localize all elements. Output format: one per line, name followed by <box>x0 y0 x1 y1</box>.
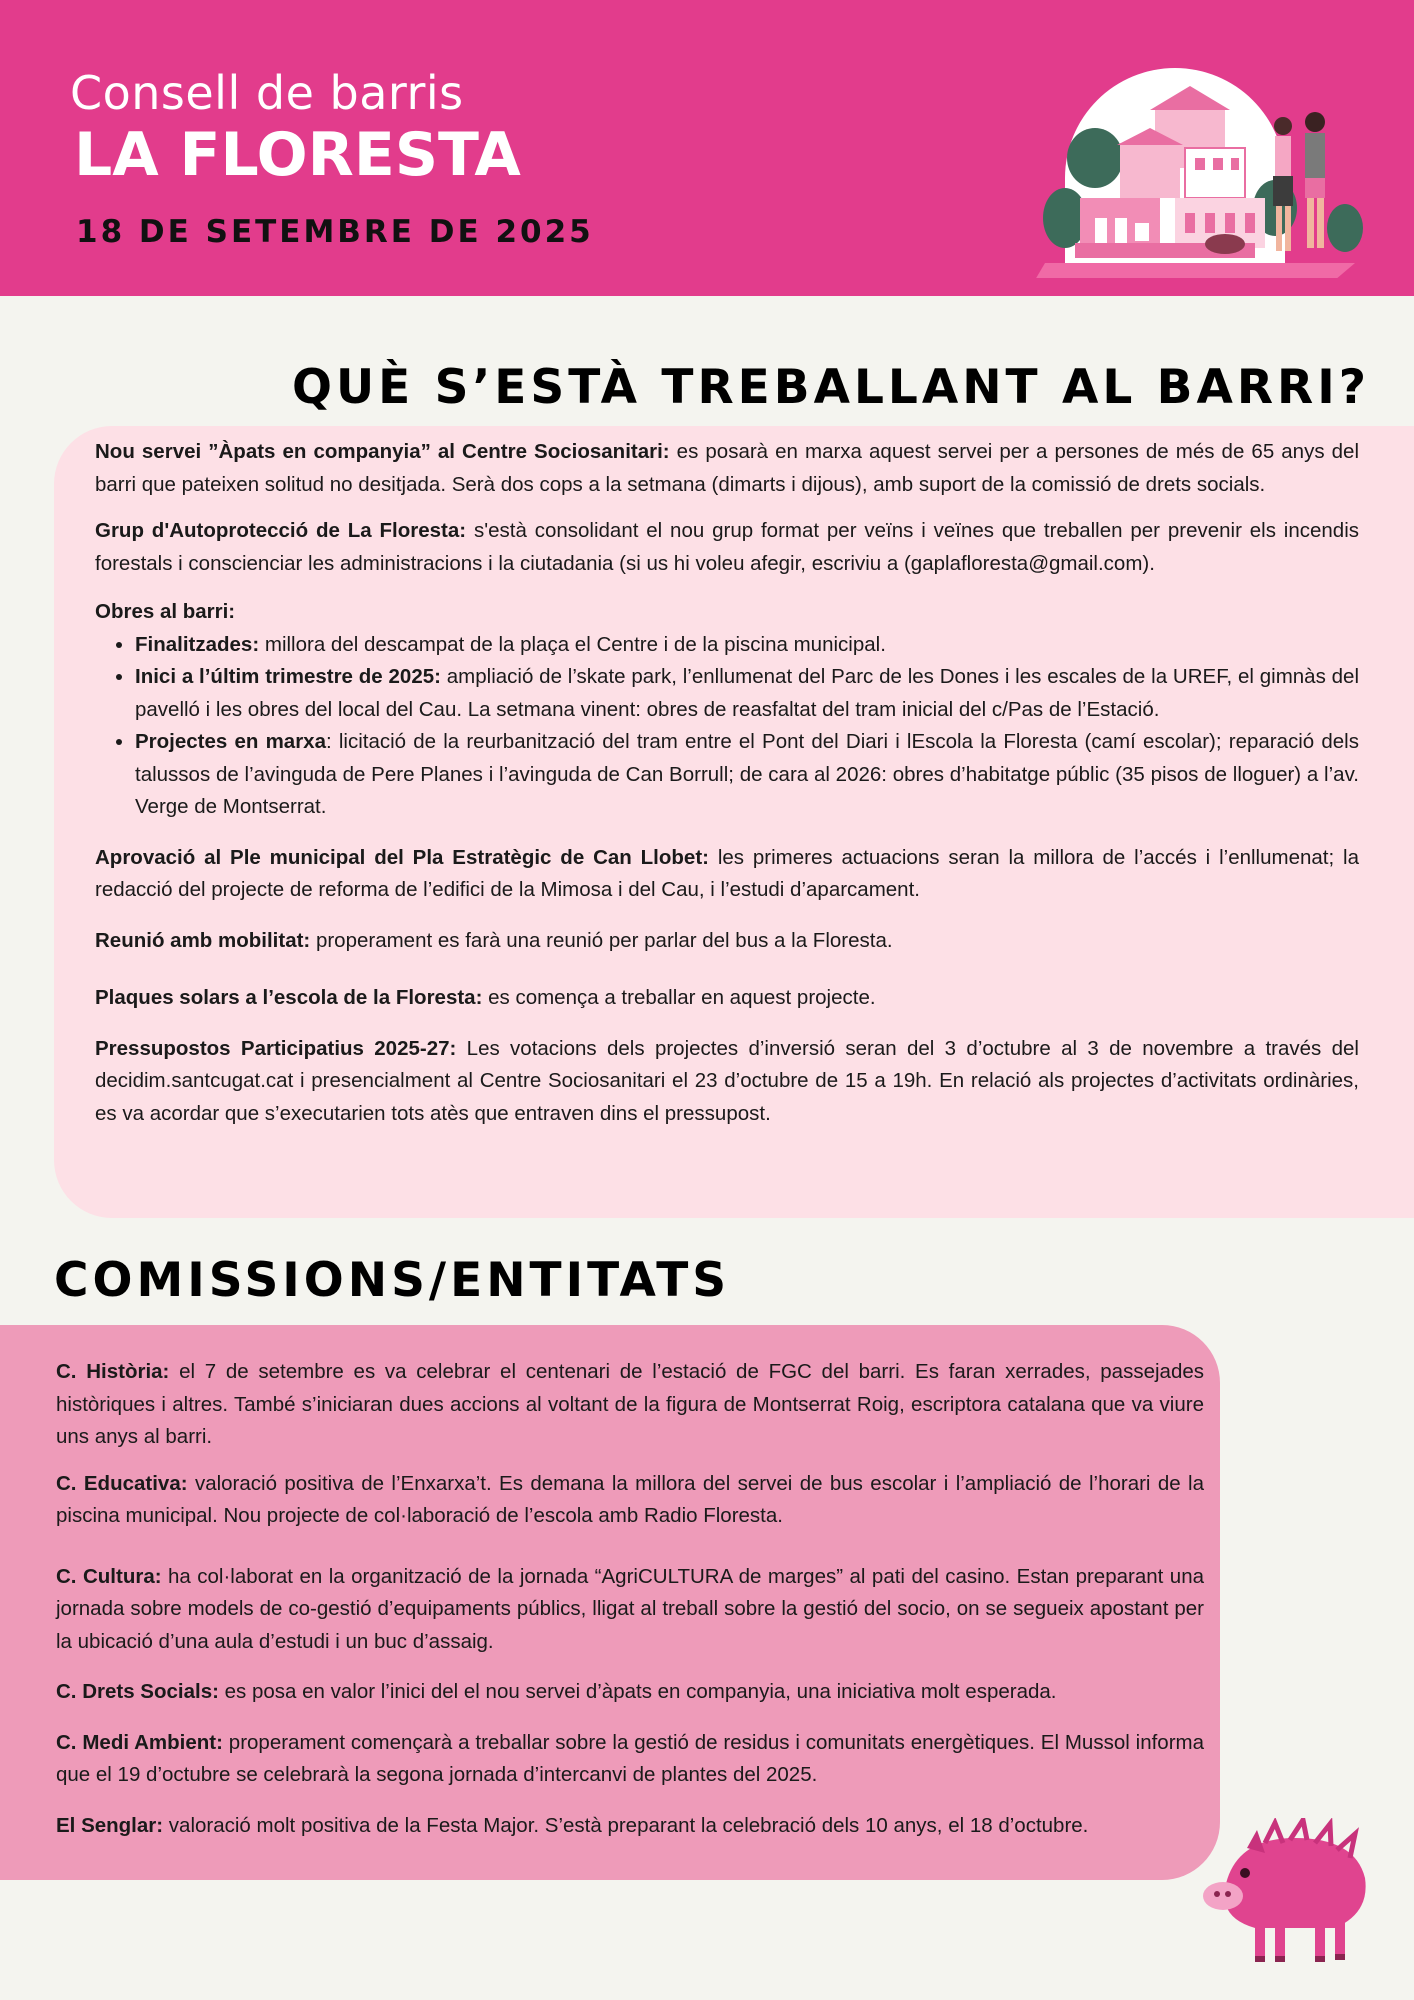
section1-item <box>95 515 1359 580</box>
header-subtitle: Consell de barris <box>70 66 464 120</box>
commission-item: C. Medi Ambient: properament començarà a treballar sobre la gestió de residus i comunitats energètiques. El Mussol informa que el 19 d’octubre se celebrarà la segona jornada d’intercanvi de plantes del 2025. <box>56 1730 1204 1786</box>
section1-item: Plaques solars a l’escola de la Floresta: es comença a treballar en aquest projecte. <box>95 986 876 1009</box>
section1-item <box>95 436 1359 501</box>
obres-list <box>95 629 1359 824</box>
neighborhood-illustration <box>1035 48 1365 278</box>
commission-item: C. Educativa: valoració positiva de l’Enxarxa’t. Es demana la millora del servei de bus escolar i l’ampliació de l’horari de la piscina municipal. Nou projecte de col·laboració de l’escola amb Radio Floresta. <box>56 1471 1204 1527</box>
header-date: 18 DE SETEMBRE DE 2025 <box>76 214 594 250</box>
section2-content <box>56 1356 1204 1842</box>
section1-title: QUÈ S’ESTÀ TREBALLANT AL BARRI? <box>292 360 1370 415</box>
obres-heading: Obres al barri: <box>95 600 236 623</box>
item-label: Grup d'Autoprotecció de La Floresta: <box>95 519 467 542</box>
section2-title: COMISSIONS/ENTITATS <box>54 1253 731 1308</box>
commission-item: C. Drets Socials: es posa en valor l’inici del el nou servei d’àpats en companyia, una iniciativa molt esperada. <box>56 1680 1057 1703</box>
item-text: s'està consolidant el nou grup format per veïns i veïnes que treballen per prevenir els incendis forestals i conscienciar les administracions i la ciutadania (si us hi voleu afegir, escriviu a (gaplafloresta@gmail.com). <box>95 519 1360 575</box>
commission-item: C. Història: el 7 de setembre es va celebrar el centenari de l’estació de FGC del barri. Es faran xerrades, passejades històriques i altres. També s’iniciaran dues accions al voltant de la figura de Montserrat Roig, escriptora catalana que va viure uns anys al barri. <box>56 1360 1204 1448</box>
header-title: LA FLORESTA <box>74 120 521 190</box>
item-text: es posarà en marxa aquest servei per a persones de més de 65 anys del barri que pateixen solitud no desitjada. Serà dos cops a la setmana (dimarts i dijous), amb suport de la comissió de drets socials. <box>95 440 1360 496</box>
list-item: • Projectes en marxa: licitació de la reurbanització del tram entre el Pont del Diari i lEscola la Floresta (camí escolar); reparació dels talussos de l’avinguda de Pere Planes i l’avinguda de Can Borrull; de cara al 2026: obres d’habitatge públic (35 pisos de lloguer) a l’av. Verge de Montserrat. <box>135 726 1359 824</box>
section1-item: Reunió amb mobilitat: properament es farà una reunió per parlar del bus a la Floresta. <box>95 928 893 952</box>
commission-item: C. Cultura: ha col·laborat en la organització de la jornada “AgriCULTURA de marges” al pati del casino. Estan preparant una jornada sobre models de co-gestió d’equipaments públics, lligat al treball sobre la gestió del socio, on se segueix apostant per la ubicació d’una aula d’estudi i un buc d’assaig. <box>56 1564 1204 1653</box>
section1-item: Pressupostos Participatius 2025-27: Les votacions dels projectes d’inversió seran del 3 d’octubre al 3 de novembre a través del decidim.santcugat.cat i presencialment al Centre Sociosanitari el 23 d’octubre de 15 a 19h. En relació als projectes d’activitats ordinàries, es va acordar que s’executarien tots atès que entraven dins el pressupost. <box>95 1036 1359 1125</box>
boar-icon <box>1195 1818 1375 1968</box>
section1-content <box>95 436 1359 1130</box>
header-banner <box>0 0 1414 296</box>
list-item: • Inici a l’últim trimestre de 2025: ampliació de l’skate park, l’enllumenat del Parc de les Dones i les escales de la UREF, el gimnàs del pavelló i les obres del local del Cau. La setmana vinent: obres de reasfaltat del tram inicial del c/Pas de l’Estació. <box>135 661 1359 726</box>
commission-item: El Senglar: valoració molt positiva de la Festa Major. S’està preparant la celebració dels 10 anys, el 18 d’octubre. <box>56 1813 1089 1837</box>
item-label: Nou servei ”Àpats en companyia” al Centre Sociosanitari: <box>95 440 670 463</box>
list-item: • Finalitzades: millora del descampat de la plaça el Centre i de la piscina municipal. <box>135 629 1359 662</box>
section1-item: Aprovació al Ple municipal del Pla Estratègic de Can Llobet: les primeres actuacions seran la millora de l’accés i l’enllumenat; la redacció del projecte de reforma de l’edifici de la Mimosa i del Cau, i l’estudi d’aparcament. <box>95 845 1359 901</box>
